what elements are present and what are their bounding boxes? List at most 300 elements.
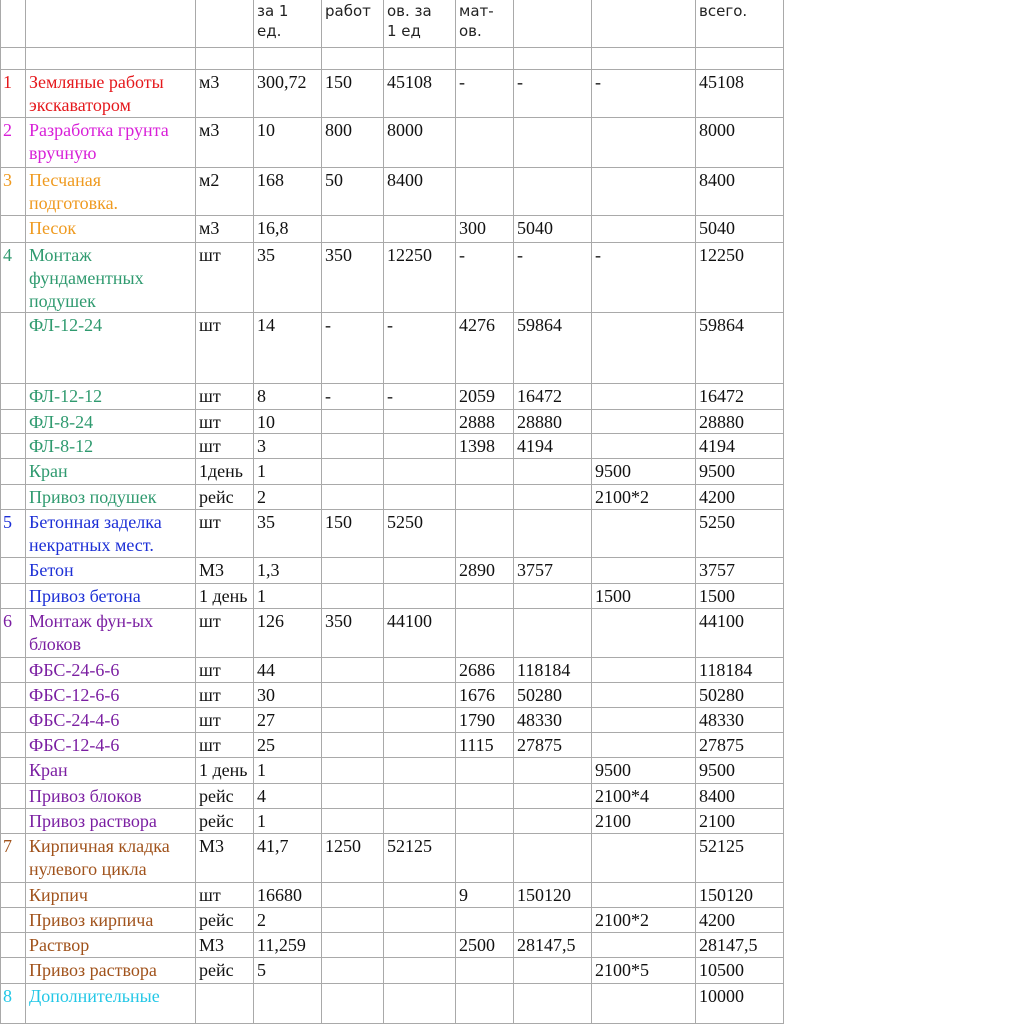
row-number-cell[interactable]: 3 <box>0 168 26 215</box>
unit-cell[interactable]: м3 <box>196 70 254 117</box>
row-number-cell[interactable] <box>0 708 26 732</box>
work-cost-cell[interactable] <box>384 984 456 1023</box>
quantity-cell[interactable]: 8 <box>254 384 322 409</box>
item-name-cell[interactable]: ФБС-12-6-6 <box>26 683 196 707</box>
material-price-cell[interactable] <box>456 958 514 983</box>
transport-cost-cell[interactable] <box>592 708 696 732</box>
quantity-cell[interactable]: 1 <box>254 758 322 783</box>
total-cost-cell[interactable]: 28147,5 <box>696 933 784 957</box>
work-cost-cell[interactable] <box>384 48 456 69</box>
work-cost-cell[interactable]: 44100 <box>384 609 456 657</box>
transport-cost-cell[interactable] <box>592 410 696 433</box>
work-price-cell[interactable] <box>322 558 384 583</box>
item-name-cell[interactable]: Кирпичная кладка нулевого цикла <box>26 834 196 882</box>
row-number-cell[interactable] <box>0 434 26 458</box>
work-price-cell[interactable] <box>322 984 384 1023</box>
work-price-cell[interactable] <box>322 459 384 484</box>
transport-cost-cell[interactable]: 1500 <box>592 584 696 608</box>
row-number-cell[interactable] <box>0 683 26 707</box>
quantity-cell[interactable]: 44 <box>254 658 322 682</box>
work-price-cell[interactable] <box>322 708 384 732</box>
work-price-cell[interactable] <box>322 434 384 458</box>
material-cost-cell[interactable] <box>514 459 592 484</box>
table-row <box>0 558 784 584</box>
row-number-cell[interactable] <box>0 758 26 783</box>
table-row <box>0 313 784 384</box>
material-price-cell[interactable] <box>456 584 514 608</box>
unit-cell[interactable]: шт <box>196 384 254 409</box>
work-price-cell[interactable]: 150 <box>322 70 384 117</box>
quantity-cell[interactable]: 10 <box>254 118 322 167</box>
material-cost-cell[interactable] <box>514 834 592 882</box>
item-name-cell[interactable]: Привоз раствора <box>26 809 196 833</box>
unit-cell[interactable]: М3 <box>196 933 254 957</box>
material-price-cell[interactable]: 300 <box>456 216 514 242</box>
header-cell <box>26 0 196 47</box>
material-cost-cell[interactable] <box>514 485 592 509</box>
work-price-cell[interactable]: 350 <box>322 609 384 657</box>
work-cost-cell[interactable]: - <box>384 313 456 383</box>
row-number-cell[interactable] <box>0 933 26 957</box>
material-cost-cell[interactable]: 50280 <box>514 683 592 707</box>
work-price-cell[interactable]: - <box>322 313 384 383</box>
unit-cell[interactable]: шт <box>196 708 254 732</box>
total-cost-cell[interactable]: 48330 <box>696 708 784 732</box>
material-cost-cell[interactable]: 118184 <box>514 658 592 682</box>
total-cost-cell[interactable]: 59864 <box>696 313 784 383</box>
quantity-cell[interactable]: 25 <box>254 733 322 757</box>
material-price-cell[interactable] <box>456 784 514 808</box>
work-price-cell[interactable] <box>322 48 384 69</box>
transport-cost-cell[interactable] <box>592 313 696 383</box>
transport-cost-cell[interactable]: 2100*5 <box>592 958 696 983</box>
row-number-cell[interactable]: 5 <box>0 510 26 557</box>
total-cost-cell[interactable]: 27875 <box>696 733 784 757</box>
unit-cell[interactable]: рейс <box>196 908 254 932</box>
row-number-cell[interactable] <box>0 883 26 907</box>
transport-cost-cell[interactable] <box>592 609 696 657</box>
material-cost-cell[interactable] <box>514 48 592 69</box>
unit-cell[interactable]: рейс <box>196 784 254 808</box>
work-price-cell[interactable] <box>322 883 384 907</box>
total-cost-cell[interactable]: 8400 <box>696 168 784 215</box>
work-cost-cell[interactable]: 45108 <box>384 70 456 117</box>
unit-cell[interactable]: шт <box>196 609 254 657</box>
total-cost-cell[interactable]: 45108 <box>696 70 784 117</box>
row-number-cell[interactable] <box>0 313 26 383</box>
row-number-cell[interactable] <box>0 485 26 509</box>
total-cost-cell[interactable]: 50280 <box>696 683 784 707</box>
table-row <box>0 658 784 683</box>
transport-cost-cell[interactable]: - <box>592 243 696 312</box>
work-cost-cell[interactable]: - <box>384 384 456 409</box>
work-price-cell[interactable] <box>322 216 384 242</box>
unit-cell[interactable]: м2 <box>196 168 254 215</box>
row-number-cell[interactable]: 1 <box>0 70 26 117</box>
quantity-cell[interactable]: 1 <box>254 459 322 484</box>
header-cell <box>592 0 696 47</box>
table-row <box>0 883 784 908</box>
quantity-cell[interactable]: 27 <box>254 708 322 732</box>
work-cost-cell[interactable] <box>384 758 456 783</box>
row-number-cell[interactable] <box>0 48 26 69</box>
row-number-cell[interactable] <box>0 658 26 682</box>
total-cost-cell[interactable]: 8000 <box>696 118 784 167</box>
quantity-cell[interactable]: 2 <box>254 908 322 932</box>
unit-cell[interactable]: шт <box>196 883 254 907</box>
quantity-cell[interactable]: 35 <box>254 243 322 312</box>
table-row <box>0 784 784 809</box>
material-cost-cell[interactable]: 59864 <box>514 313 592 383</box>
item-name-cell[interactable]: Привоз бетона <box>26 584 196 608</box>
material-price-cell[interactable]: 2890 <box>456 558 514 583</box>
row-number-cell[interactable] <box>0 908 26 932</box>
material-price-cell[interactable]: 2888 <box>456 410 514 433</box>
item-name-cell[interactable]: Песок <box>26 216 196 242</box>
total-cost-cell[interactable]: 5040 <box>696 216 784 242</box>
work-cost-cell[interactable] <box>384 459 456 484</box>
item-name-cell[interactable]: Привоз кирпича <box>26 908 196 932</box>
unit-cell[interactable]: шт <box>196 658 254 682</box>
total-cost-cell[interactable]: 28880 <box>696 410 784 433</box>
material-price-cell[interactable]: 1790 <box>456 708 514 732</box>
transport-cost-cell[interactable]: - <box>592 70 696 117</box>
material-price-cell[interactable]: 2059 <box>456 384 514 409</box>
row-number-cell[interactable] <box>0 784 26 808</box>
work-price-cell[interactable] <box>322 933 384 957</box>
header-cell: за 1 ед. <box>254 0 322 47</box>
transport-cost-cell[interactable] <box>592 168 696 215</box>
material-price-cell[interactable]: 1676 <box>456 683 514 707</box>
material-price-cell[interactable] <box>456 485 514 509</box>
transport-cost-cell[interactable]: 2100*2 <box>592 908 696 932</box>
item-name-cell[interactable]: ФЛ-8-12 <box>26 434 196 458</box>
material-price-cell[interactable]: 2686 <box>456 658 514 682</box>
total-cost-cell[interactable]: 10000 <box>696 984 784 1023</box>
material-price-cell[interactable]: 1398 <box>456 434 514 458</box>
unit-cell[interactable]: шт <box>196 410 254 433</box>
row-number-cell[interactable] <box>0 384 26 409</box>
quantity-cell[interactable]: 16680 <box>254 883 322 907</box>
work-cost-cell[interactable] <box>384 733 456 757</box>
header-cell <box>196 0 254 47</box>
material-price-cell[interactable]: - <box>456 70 514 117</box>
unit-cell[interactable]: 1 день <box>196 584 254 608</box>
material-cost-cell[interactable]: 16472 <box>514 384 592 409</box>
quantity-cell[interactable]: 5 <box>254 958 322 983</box>
work-cost-cell[interactable] <box>384 809 456 833</box>
work-cost-cell[interactable] <box>384 908 456 932</box>
material-price-cell[interactable] <box>456 168 514 215</box>
total-cost-cell[interactable]: 9500 <box>696 758 784 783</box>
material-price-cell[interactable] <box>456 609 514 657</box>
quantity-cell[interactable]: 41,7 <box>254 834 322 882</box>
material-price-cell[interactable]: 2500 <box>456 933 514 957</box>
work-price-cell[interactable] <box>322 410 384 433</box>
work-price-cell[interactable] <box>322 683 384 707</box>
total-cost-cell[interactable]: 4194 <box>696 434 784 458</box>
work-price-cell[interactable] <box>322 958 384 983</box>
unit-cell[interactable]: М3 <box>196 834 254 882</box>
row-number-cell[interactable] <box>0 958 26 983</box>
total-cost-cell[interactable]: 2100 <box>696 809 784 833</box>
quantity-cell[interactable]: 30 <box>254 683 322 707</box>
material-cost-cell[interactable]: 27875 <box>514 733 592 757</box>
item-name-cell[interactable]: Песчаная подготовка. <box>26 168 196 215</box>
material-cost-cell[interactable]: - <box>514 243 592 312</box>
work-price-cell[interactable] <box>322 733 384 757</box>
material-cost-cell[interactable] <box>514 958 592 983</box>
quantity-cell[interactable]: 14 <box>254 313 322 383</box>
material-price-cell[interactable]: 1115 <box>456 733 514 757</box>
total-cost-cell[interactable]: 44100 <box>696 609 784 657</box>
quantity-cell[interactable]: 10 <box>254 410 322 433</box>
item-name-cell[interactable]: Привоз подушек <box>26 485 196 509</box>
material-cost-cell[interactable] <box>514 908 592 932</box>
row-number-cell[interactable] <box>0 733 26 757</box>
item-name-cell[interactable]: Разработка грунта вручную <box>26 118 196 167</box>
work-cost-cell[interactable]: 52125 <box>384 834 456 882</box>
total-cost-cell[interactable]: 12250 <box>696 243 784 312</box>
material-cost-cell[interactable]: - <box>514 70 592 117</box>
work-cost-cell[interactable]: 8400 <box>384 168 456 215</box>
unit-cell[interactable]: рейс <box>196 485 254 509</box>
work-price-cell[interactable]: 1250 <box>322 834 384 882</box>
total-cost-cell[interactable]: 16472 <box>696 384 784 409</box>
item-name-cell[interactable]: ФЛ-12-12 <box>26 384 196 409</box>
work-cost-cell[interactable]: 12250 <box>384 243 456 312</box>
transport-cost-cell[interactable]: 2100*2 <box>592 485 696 509</box>
total-cost-cell[interactable]: 4200 <box>696 485 784 509</box>
work-price-cell[interactable]: 50 <box>322 168 384 215</box>
unit-cell[interactable]: м3 <box>196 118 254 167</box>
material-price-cell[interactable]: 4276 <box>456 313 514 383</box>
unit-cell[interactable]: шт <box>196 683 254 707</box>
quantity-cell[interactable]: 3 <box>254 434 322 458</box>
total-cost-cell[interactable]: 5250 <box>696 510 784 557</box>
work-cost-cell[interactable] <box>384 434 456 458</box>
item-name-cell[interactable]: Кирпич <box>26 883 196 907</box>
quantity-cell[interactable]: 1 <box>254 584 322 608</box>
work-cost-cell[interactable] <box>384 216 456 242</box>
transport-cost-cell[interactable]: 2100 <box>592 809 696 833</box>
material-price-cell[interactable] <box>456 758 514 783</box>
work-price-cell[interactable]: 800 <box>322 118 384 167</box>
material-price-cell[interactable] <box>456 984 514 1023</box>
work-cost-cell[interactable] <box>384 683 456 707</box>
work-cost-cell[interactable] <box>384 558 456 583</box>
work-price-cell[interactable]: 350 <box>322 243 384 312</box>
total-cost-cell[interactable]: 9500 <box>696 459 784 484</box>
work-price-cell[interactable] <box>322 485 384 509</box>
transport-cost-cell[interactable] <box>592 883 696 907</box>
work-cost-cell[interactable] <box>384 883 456 907</box>
transport-cost-cell[interactable] <box>592 558 696 583</box>
transport-cost-cell[interactable] <box>592 984 696 1023</box>
material-cost-cell[interactable] <box>514 510 592 557</box>
transport-cost-cell[interactable] <box>592 216 696 242</box>
transport-cost-cell[interactable] <box>592 118 696 167</box>
unit-cell[interactable]: рейс <box>196 809 254 833</box>
transport-cost-cell[interactable]: 2100*4 <box>592 784 696 808</box>
unit-cell[interactable]: рейс <box>196 958 254 983</box>
row-number-cell[interactable] <box>0 584 26 608</box>
item-name-cell[interactable]: ФБС-24-4-6 <box>26 708 196 732</box>
material-cost-cell[interactable] <box>514 609 592 657</box>
material-cost-cell[interactable]: 3757 <box>514 558 592 583</box>
item-name-cell[interactable]: Земляные работы экскаватором <box>26 70 196 117</box>
material-cost-cell[interactable] <box>514 118 592 167</box>
unit-cell[interactable]: м3 <box>196 216 254 242</box>
work-cost-cell[interactable] <box>384 658 456 682</box>
row-number-cell[interactable]: 7 <box>0 834 26 882</box>
unit-cell[interactable]: шт <box>196 510 254 557</box>
row-number-cell[interactable] <box>0 410 26 433</box>
quantity-cell[interactable]: 11,259 <box>254 933 322 957</box>
item-name-cell[interactable]: Бетон <box>26 558 196 583</box>
item-name-cell[interactable]: Бетонная заделка некратных мест. <box>26 510 196 557</box>
work-cost-cell[interactable] <box>384 584 456 608</box>
transport-cost-cell[interactable]: 9500 <box>592 459 696 484</box>
row-number-cell[interactable]: 8 <box>0 984 26 1023</box>
work-cost-cell[interactable]: 8000 <box>384 118 456 167</box>
transport-cost-cell[interactable] <box>592 434 696 458</box>
quantity-cell[interactable]: 168 <box>254 168 322 215</box>
transport-cost-cell[interactable]: 9500 <box>592 758 696 783</box>
row-number-cell[interactable]: 2 <box>0 118 26 167</box>
total-cost-cell[interactable]: 4200 <box>696 908 784 932</box>
transport-cost-cell[interactable] <box>592 384 696 409</box>
material-cost-cell[interactable] <box>514 809 592 833</box>
work-cost-cell[interactable] <box>384 958 456 983</box>
total-cost-cell[interactable]: 52125 <box>696 834 784 882</box>
work-price-cell[interactable]: - <box>322 384 384 409</box>
item-name-cell[interactable]: Монтаж фун-ых блоков <box>26 609 196 657</box>
work-cost-cell[interactable] <box>384 410 456 433</box>
work-price-cell[interactable] <box>322 584 384 608</box>
unit-cell[interactable]: шт <box>196 313 254 383</box>
unit-cell[interactable]: шт <box>196 733 254 757</box>
total-cost-cell[interactable]: 3757 <box>696 558 784 583</box>
work-cost-cell[interactable] <box>384 485 456 509</box>
unit-cell[interactable] <box>196 48 254 69</box>
material-cost-cell[interactable] <box>514 584 592 608</box>
item-name-cell[interactable]: ФЛ-12-24 <box>26 313 196 383</box>
transport-cost-cell[interactable] <box>592 683 696 707</box>
table-row <box>0 243 784 313</box>
transport-cost-cell[interactable] <box>592 834 696 882</box>
material-cost-cell[interactable] <box>514 168 592 215</box>
quantity-cell[interactable]: 4 <box>254 784 322 808</box>
row-number-cell[interactable] <box>0 809 26 833</box>
item-name-cell[interactable]: Привоз блоков <box>26 784 196 808</box>
row-number-cell[interactable] <box>0 216 26 242</box>
quantity-cell[interactable]: 1 <box>254 809 322 833</box>
row-number-cell[interactable]: 4 <box>0 243 26 312</box>
total-cost-cell[interactable]: 1500 <box>696 584 784 608</box>
unit-cell[interactable]: М3 <box>196 558 254 583</box>
material-cost-cell[interactable]: 48330 <box>514 708 592 732</box>
unit-cell[interactable]: шт <box>196 434 254 458</box>
quantity-cell[interactable]: 1,3 <box>254 558 322 583</box>
unit-cell[interactable]: 1 день <box>196 758 254 783</box>
unit-cell[interactable]: 1день <box>196 459 254 484</box>
item-name-cell[interactable]: Кран <box>26 758 196 783</box>
work-price-cell[interactable] <box>322 809 384 833</box>
row-number-cell[interactable] <box>0 459 26 484</box>
unit-cell[interactable]: шт <box>196 243 254 312</box>
work-cost-cell[interactable] <box>384 933 456 957</box>
material-price-cell[interactable]: 9 <box>456 883 514 907</box>
quantity-cell[interactable] <box>254 48 322 69</box>
work-cost-cell[interactable]: 5250 <box>384 510 456 557</box>
material-cost-cell[interactable]: 28147,5 <box>514 933 592 957</box>
material-price-cell[interactable] <box>456 510 514 557</box>
work-price-cell[interactable] <box>322 758 384 783</box>
total-cost-cell[interactable]: 150120 <box>696 883 784 907</box>
item-name-cell[interactable]: Раствор <box>26 933 196 957</box>
material-cost-cell[interactable] <box>514 758 592 783</box>
material-cost-cell[interactable] <box>514 784 592 808</box>
item-name-cell[interactable]: Дополнительные <box>26 984 196 1023</box>
work-price-cell[interactable] <box>322 784 384 808</box>
transport-cost-cell[interactable] <box>592 48 696 69</box>
material-price-cell[interactable] <box>456 834 514 882</box>
item-name-cell[interactable]: Привоз раствора <box>26 958 196 983</box>
item-name-cell[interactable]: Монтаж фундаментных подушек <box>26 243 196 312</box>
transport-cost-cell[interactable] <box>592 933 696 957</box>
total-cost-cell[interactable]: 8400 <box>696 784 784 808</box>
material-price-cell[interactable] <box>456 48 514 69</box>
transport-cost-cell[interactable] <box>592 510 696 557</box>
work-cost-cell[interactable] <box>384 708 456 732</box>
transport-cost-cell[interactable] <box>592 658 696 682</box>
item-name-cell[interactable]: ФБС-12-4-6 <box>26 733 196 757</box>
material-price-cell[interactable] <box>456 118 514 167</box>
material-cost-cell[interactable]: 28880 <box>514 410 592 433</box>
row-number-cell[interactable]: 6 <box>0 609 26 657</box>
item-name-cell[interactable] <box>26 48 196 69</box>
quantity-cell[interactable] <box>254 984 322 1023</box>
quantity-cell[interactable]: 126 <box>254 609 322 657</box>
work-price-cell[interactable] <box>322 658 384 682</box>
total-cost-cell[interactable]: 118184 <box>696 658 784 682</box>
material-cost-cell[interactable]: 4194 <box>514 434 592 458</box>
work-cost-cell[interactable] <box>384 784 456 808</box>
material-price-cell[interactable] <box>456 908 514 932</box>
total-cost-cell[interactable]: 10500 <box>696 958 784 983</box>
material-cost-cell[interactable]: 150120 <box>514 883 592 907</box>
quantity-cell[interactable]: 35 <box>254 510 322 557</box>
unit-cell[interactable] <box>196 984 254 1023</box>
material-cost-cell[interactable] <box>514 984 592 1023</box>
item-name-cell[interactable]: Кран <box>26 459 196 484</box>
transport-cost-cell[interactable] <box>592 733 696 757</box>
item-name-cell[interactable]: ФЛ-8-24 <box>26 410 196 433</box>
material-price-cell[interactable]: - <box>456 243 514 312</box>
quantity-cell[interactable]: 300,72 <box>254 70 322 117</box>
row-number-cell[interactable] <box>0 558 26 583</box>
item-name-cell[interactable]: ФБС-24-6-6 <box>26 658 196 682</box>
material-cost-cell[interactable]: 5040 <box>514 216 592 242</box>
quantity-cell[interactable]: 2 <box>254 485 322 509</box>
quantity-cell[interactable]: 16,8 <box>254 216 322 242</box>
material-price-cell[interactable] <box>456 809 514 833</box>
total-cost-cell[interactable] <box>696 48 784 69</box>
work-price-cell[interactable]: 150 <box>322 510 384 557</box>
work-price-cell[interactable] <box>322 908 384 932</box>
material-price-cell[interactable] <box>456 459 514 484</box>
